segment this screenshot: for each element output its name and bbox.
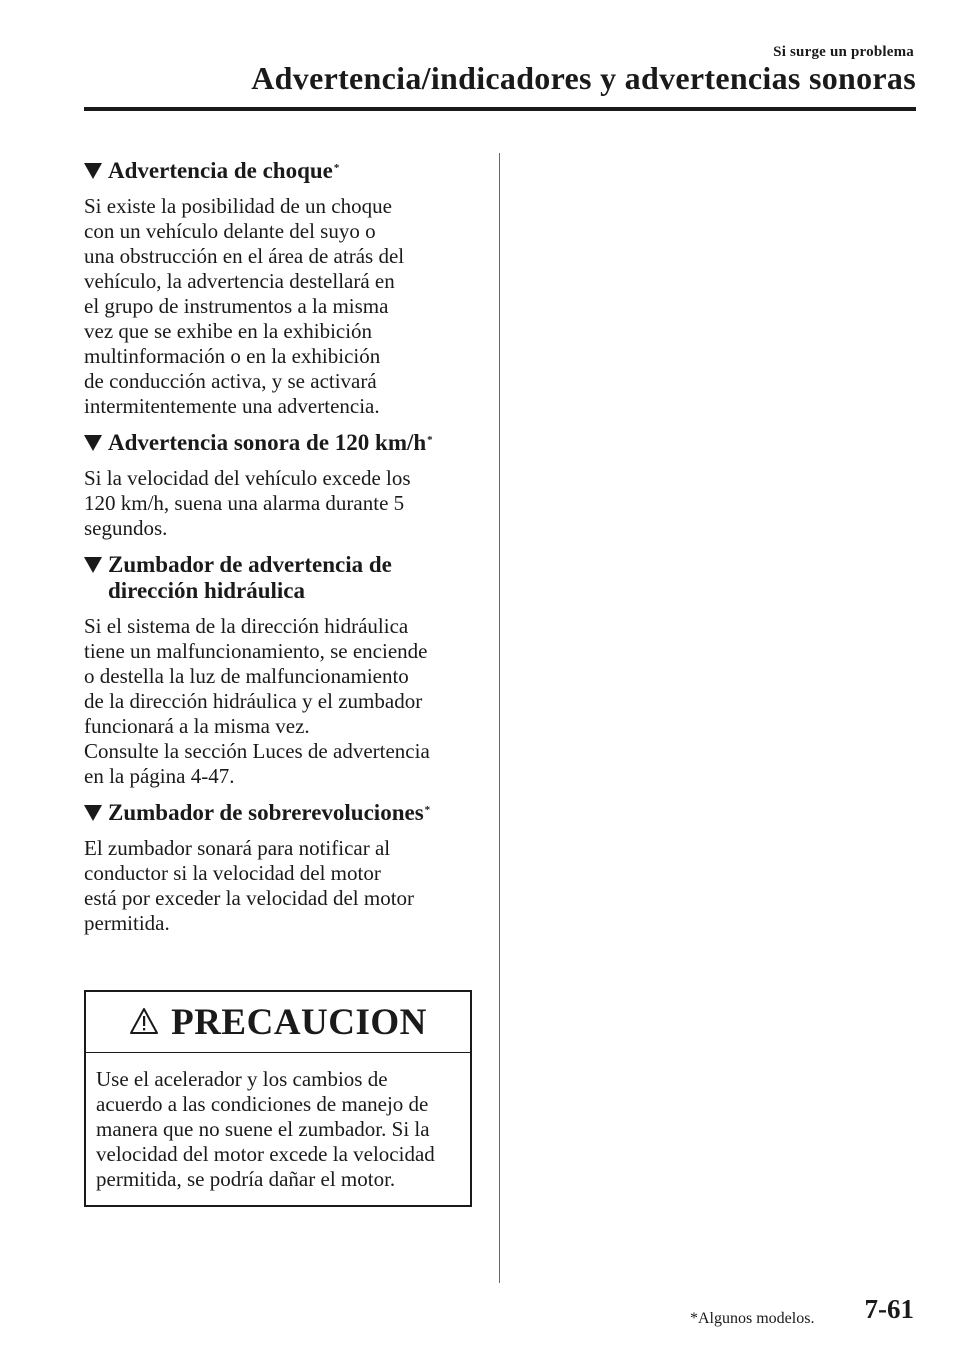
section-body <box>84 466 472 541</box>
chapter-label: Si surge un problema <box>773 44 914 60</box>
caution-title: PRECAUCION <box>171 1001 427 1043</box>
triangle-bullet-icon <box>84 805 102 821</box>
section-body <box>84 194 472 419</box>
body-line: Consulte la sección Luces de advertencia <box>84 739 430 763</box>
body-line: funcionará a la misma vez. <box>84 714 310 738</box>
section-body <box>84 614 472 789</box>
caution-box <box>84 990 472 1207</box>
body-line: permitida. <box>84 911 170 935</box>
body-line: de la dirección hidráulica y el zumbador <box>84 689 423 713</box>
caution-line: velocidad del motor excede la velocidad <box>96 1142 435 1166</box>
section-heading <box>84 800 472 826</box>
triangle-bullet-icon <box>84 557 102 573</box>
body-line: conductor si la velocidad del motor <box>84 861 381 885</box>
header-rule <box>84 107 916 111</box>
body-line: está por exceder la velocidad del motor <box>84 886 415 910</box>
column-divider <box>499 153 500 1283</box>
body-line: una obstrucción en el área de atrás del <box>84 244 405 268</box>
section-power-steering-buzzer <box>84 552 472 789</box>
warning-triangle-icon <box>129 1007 159 1035</box>
body-line: en la página 4-47. <box>84 764 235 788</box>
section-heading <box>84 430 472 456</box>
body-line: con un vehículo delante del suyo o <box>84 219 376 243</box>
body-line: segundos. <box>84 516 168 540</box>
caution-line: acuerdo a las condiciones de manejo de <box>96 1092 429 1116</box>
section-heading-text: Advertencia sonora de 120 km/h <box>108 430 427 455</box>
caution-line: Use el acelerador y los cambios de <box>96 1067 388 1091</box>
section-heading-text: Advertencia de choque <box>108 158 333 183</box>
body-line: o destella la luz de malfuncionamiento <box>84 664 409 688</box>
footnote-asterisk: * <box>424 804 431 816</box>
footnote-asterisk: * <box>427 434 433 446</box>
section-heading-text: dirección hidráulica <box>108 578 305 603</box>
section-overrev-buzzer <box>84 800 472 936</box>
body-line: El zumbador sonará para notificar al <box>84 836 391 860</box>
body-line: Si la velocidad del vehículo excede los <box>84 466 411 490</box>
body-line: 120 km/h, suena una alarma durante 5 <box>84 491 405 515</box>
triangle-bullet-icon <box>84 435 102 451</box>
footnote: *Algunos modelos. <box>690 1310 815 1327</box>
body-line: el grupo de instrumentos a la misma <box>84 294 389 318</box>
section-heading <box>84 552 472 604</box>
body-line: multinformación o en la exhibición <box>84 344 381 368</box>
page-title: Advertencia/indicadores y advertencias sonoras <box>251 60 916 96</box>
body-line: de conducción activa, y se activará <box>84 369 377 393</box>
section-body <box>84 836 472 936</box>
body-line: Si existe la posibilidad de un choque <box>84 194 392 218</box>
page-number: 7-61 <box>864 1294 914 1324</box>
section-heading-text: Zumbador de advertencia de <box>108 552 392 577</box>
body-line: tiene un malfuncionamiento, se enciende <box>84 639 428 663</box>
section-heading-text: Zumbador de sobrerevoluciones <box>108 800 424 825</box>
caution-text <box>86 1053 470 1192</box>
left-column <box>84 158 472 947</box>
caution-line: permitida, se podría dañar el motor. <box>96 1167 396 1191</box>
body-line: intermitentemente una advertencia. <box>84 394 380 418</box>
body-line: Si el sistema de la dirección hidráulica <box>84 614 409 638</box>
body-line: vehículo, la advertencia destellará en <box>84 269 395 293</box>
section-collision-warning <box>84 158 472 419</box>
body-line: vez que se exhibe en la exhibición <box>84 319 373 343</box>
triangle-bullet-icon <box>84 163 102 179</box>
caution-line: manera que no suene el zumbador. Si la <box>96 1117 430 1141</box>
section-speed-warning <box>84 430 472 541</box>
section-heading <box>84 158 472 184</box>
footnote-asterisk: * <box>333 162 340 174</box>
caution-header <box>86 992 470 1053</box>
